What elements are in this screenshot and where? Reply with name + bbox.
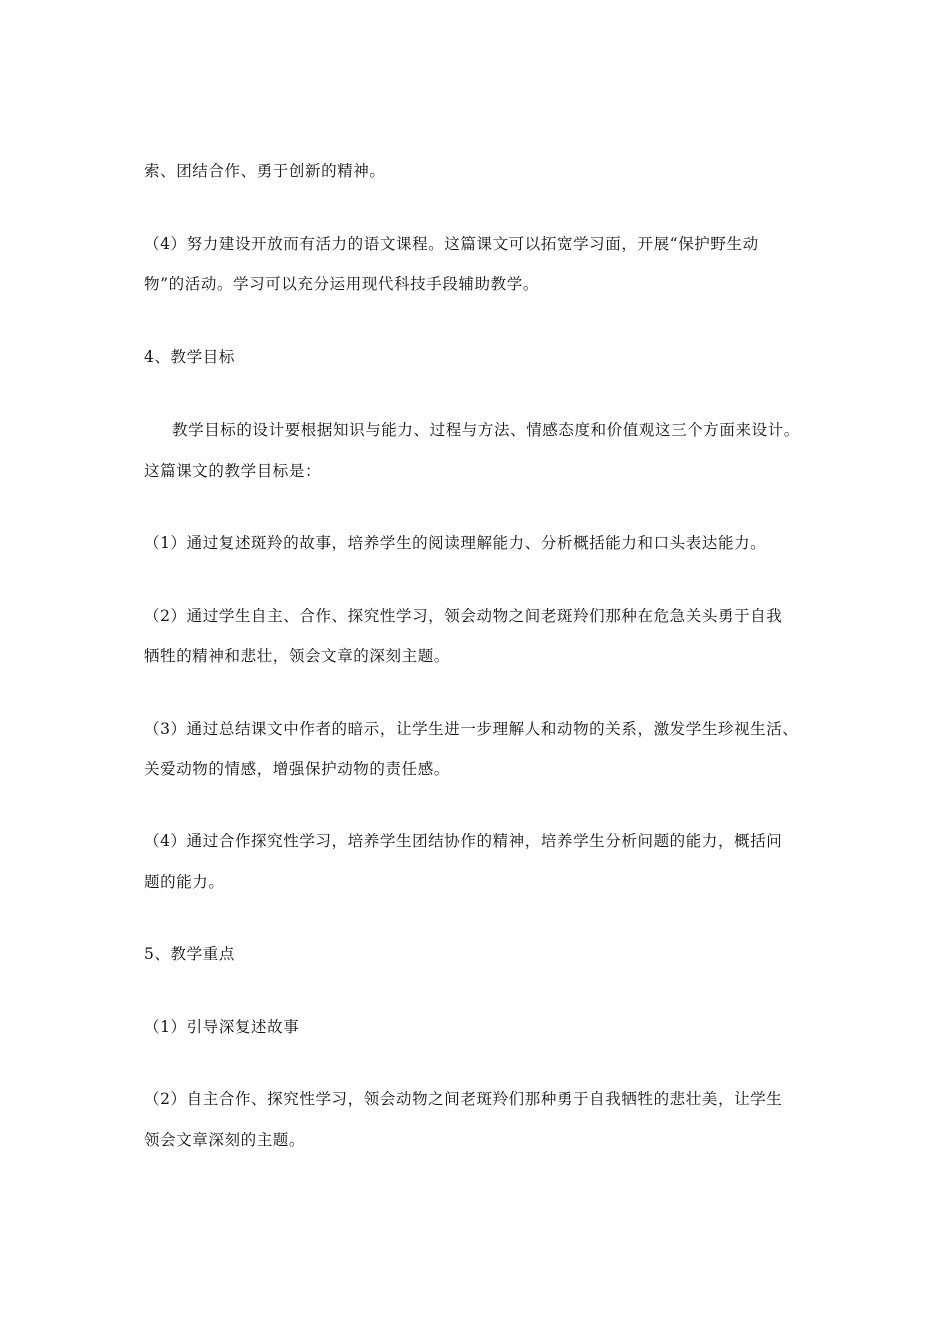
goals-intro-line1: 教学目标的设计要根据知识与能力、过程与方法、情感态度和价值观这三个方面来设计。 (172, 421, 800, 439)
goal3-line2: 关爱动物的情感，增强保护动物的责任感。 (144, 760, 450, 778)
goal3-line1: （3）通过总结课文中作者的暗示，让学生进一步理解人和动物的关系，激发学生珍视生活、 (144, 720, 799, 738)
focus1: （1）引导深复述故事 (144, 1018, 300, 1036)
goal1: （1）通过复述斑羚的故事，培养学生的阅读理解能力、分析概括能力和口头表达能力。 (144, 534, 767, 552)
goal4-line1: （4）通过合作探究性学习，培养学生团结协作的精神，培养学生分析问题的能力，概括问 (144, 832, 783, 850)
paragraph-intro-tail: 索、团结合作、勇于创新的精神。 (144, 162, 386, 180)
item4-line2: 物”的活动。学习可以充分运用现代科技手段辅助教学。 (144, 275, 539, 293)
goal4-line2: 题的能力。 (144, 873, 225, 891)
section4-heading: 4、教学目标 (144, 348, 235, 366)
goal2-line1: （2）通过学生自主、合作、探究性学习，领会动物之间老斑羚们那种在危急关头勇于自我 (144, 607, 783, 625)
section5-heading: 5、教学重点 (144, 945, 235, 963)
item4-line1: （4）努力建设开放而有活力的语文课程。这篇课文可以拓宽学习面，开展“保护野生动 (144, 235, 759, 253)
goals-intro-line2: 这篇课文的教学目标是： (144, 462, 322, 480)
goal2-line2: 牺牲的精神和悲壮，领会文章的深刻主题。 (144, 647, 450, 665)
focus2-line2: 领会文章深刻的主题。 (144, 1131, 306, 1149)
focus2-line1: （2）自主合作、探究性学习，领会动物之间老斑羚们那种勇于自我牺牲的悲壮美，让学生 (144, 1090, 783, 1108)
